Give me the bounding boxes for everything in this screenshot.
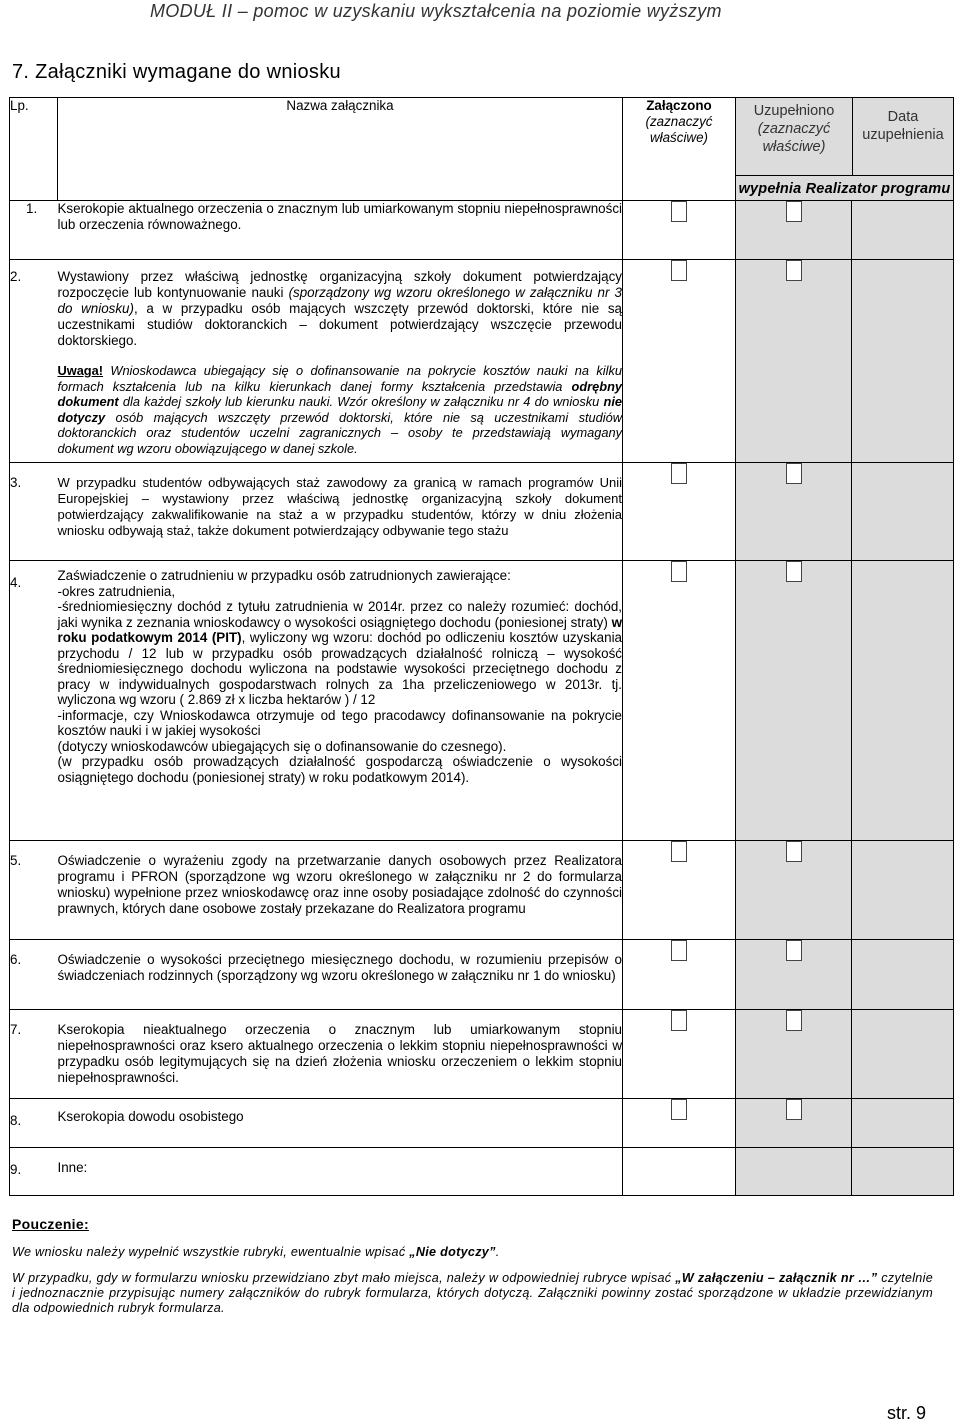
row-4-line-6: (w przypadku osób prowadzących działalność gospodarczą oświadczenie o wysokości osiągniętego dochodu (poniesionej straty) w roku podatkowym 2014). bbox=[57, 754, 622, 785]
row-2-warning-c: dla każdej szkoły lub kierunku nauki. Wzór określony w załączniku nr 4 do wniosku bbox=[118, 394, 604, 409]
attached-cell bbox=[623, 561, 736, 841]
table-header-row bbox=[10, 98, 954, 201]
header-name: Nazwa załącznika bbox=[58, 98, 623, 201]
header-lp: Lp. bbox=[10, 98, 58, 201]
date-cell[interactable] bbox=[852, 201, 954, 260]
completed-cell bbox=[736, 260, 852, 463]
row-2-warning-label: Uwaga! bbox=[57, 363, 104, 378]
date-cell[interactable] bbox=[852, 1099, 954, 1148]
row-2-warning-d: nie dotyczy bbox=[57, 394, 622, 425]
attached-checkbox[interactable] bbox=[671, 1010, 687, 1031]
notice-line-2-b: „W załączeniu – załącznik nr …” bbox=[675, 1271, 878, 1285]
notice-line-2 bbox=[12, 1271, 933, 1316]
completed-checkbox[interactable] bbox=[786, 463, 802, 484]
completed-checkbox[interactable] bbox=[786, 201, 802, 222]
attached-checkbox[interactable] bbox=[671, 841, 687, 862]
completed-checkbox[interactable] bbox=[786, 1099, 802, 1120]
row-4-line-4: -informacje, czy Wnioskodawca otrzymuje od tego pracodawcy dofinansowanie na pokrycie kosztów nauki i w jakiej wysokości bbox=[57, 707, 622, 738]
completed-checkbox[interactable] bbox=[786, 260, 802, 281]
row-2-warning-b: odrębny dokument bbox=[57, 378, 622, 409]
completed-cell bbox=[736, 463, 852, 561]
row-4-line-3-a: -średniomiesięczny dochód z tytułu zatrudnienia w 2014r. przez co należy rozumieć: dochód, jaki wynika z zeznania wnioskodawcy o wysokości osiągniętego dochodu (poniesionej straty) bbox=[57, 599, 622, 630]
attached-checkbox[interactable] bbox=[671, 260, 687, 281]
row-4-line-1: Zaświadczenie o zatrudnieniu w przypadku osób zatrudnionych zawierające: bbox=[57, 568, 511, 583]
attached-checkbox[interactable] bbox=[671, 463, 687, 484]
completed-cell bbox=[736, 201, 852, 260]
row-4-line-3-bold: w roku podatkowym 2014 (PIT) bbox=[57, 614, 622, 645]
header-completed bbox=[736, 98, 853, 175]
filled-by-realizator: wypełnia Realizator programu bbox=[736, 175, 953, 200]
date-cell[interactable] bbox=[852, 1148, 954, 1196]
row-2-paragraph-2 bbox=[58, 363, 623, 456]
attached-checkbox[interactable] bbox=[671, 940, 687, 961]
row-number: 5. bbox=[10, 841, 58, 940]
row-4-line-2: -okres zatrudnienia, bbox=[57, 583, 176, 599]
row-2-warning-a: Wnioskodawca ubiegający się o dofinansowanie na pokrycie kosztów nauki na kilku formach kształcenia lub na kilku kierunkach danej formy kształcenia przedstawia bbox=[57, 363, 622, 394]
attached-checkbox[interactable] bbox=[671, 1099, 687, 1120]
row-text: Oświadczenie o wysokości przeciętnego miesięcznego dochodu, w rozumieniu przepisów o świadczeniach rodzinnych (sporządzony wg wzoru określonego w załączniku nr 1 do wniosku) bbox=[58, 940, 623, 1010]
completed-cell bbox=[736, 940, 852, 1010]
date-cell[interactable] bbox=[852, 940, 954, 1010]
header-completed-hint-1: (zaznaczyć bbox=[757, 121, 831, 137]
notice-line-1-b: „Nie dotyczy” bbox=[409, 1245, 496, 1259]
row-number: 2. bbox=[10, 260, 58, 463]
header-attached bbox=[623, 98, 736, 201]
page-number: str. 9 bbox=[887, 1403, 927, 1423]
row-text: W przypadku studentów odbywających staż zawodowy za granicą w ramach programów Unii Europejskiej – wystawiony przez właściwą jednostkę organizacyjną szkoły dokument potwierdzający zakwalifikowanie na staż a w przypadku studentów, którzy w dniu złożenia wniosku odbywają staż, także dokument potwierdzający odbywanie tego stażu bbox=[58, 463, 623, 561]
row-2-paragraph-1 bbox=[58, 269, 623, 349]
notice-line-1-c: . bbox=[495, 1245, 500, 1259]
header-completed-label: Uzupełniono bbox=[753, 103, 835, 119]
row-number: 3. bbox=[10, 463, 58, 561]
attached-cell bbox=[623, 1099, 736, 1148]
row-number: 7. bbox=[10, 1010, 58, 1099]
date-cell[interactable] bbox=[852, 260, 954, 463]
row-number: 1. bbox=[10, 201, 58, 260]
notice-line-1-a: We wniosku należy wypełnić wszystkie rubryki, ewentualnie wpisać bbox=[12, 1245, 410, 1259]
row-4-line-3-end: , wyliczony wg wzoru: dochód po odliczeniu kosztów uzyskania przychodu / 12 lub w przypadku osób prowadzących działalność rolniczą – wysokość średniomiesięcznego dochodu wyliczona na podstawie wysokości przeciętnego dochodu z pracy w indywidualnych gospodarstwach rolnych za 1ha przeliczeniowego w 2013r. tj. wyliczona wg wzoru ( 2.869 zł x liczba hektarów ) / 12 bbox=[57, 630, 622, 707]
row-text: Oświadczenie o wyrażeniu zgody na przetwarzanie danych osobowych przez Realizatora programu i PFRON (sporządzone wg wzoru określonego w załączniku nr 2 do formularza wniosku) wypełnione przez wnioskodawcę oraz inne osoby posiadające zdolność do czynności prawnych, których dane osobowe zostały przekazane do Realizatora programu bbox=[58, 841, 623, 940]
notice-line-1 bbox=[12, 1245, 933, 1260]
completed-cell bbox=[736, 841, 852, 940]
section-title: 7. Załączniki wymagane do wniosku bbox=[12, 61, 341, 83]
row-text: Kserokopia nieaktualnego orzeczenia o znacznym lub umiarkowanym stopniu niepełnosprawności oraz ksero aktualnego orzeczenia o lekkim stopniu niepełnosprawności w przypadku osób legitymujących się na dzień złożenia wniosku orzeczeniem o lekkim stopniu niepełnosprawności. bbox=[58, 1010, 623, 1099]
row-text bbox=[58, 561, 623, 841]
completed-cell bbox=[736, 1010, 852, 1099]
attached-cell bbox=[623, 1010, 736, 1099]
date-cell[interactable] bbox=[852, 1010, 954, 1099]
row-2-text-c: , a w przypadku osób mających wszczęty przewód doktorski, które nie są uczestnikami studiów doktoranckich – dokument potwierdzający wszczęcie przewodu doktorskiego. bbox=[57, 301, 623, 348]
attached-cell bbox=[623, 940, 736, 1010]
completed-checkbox[interactable] bbox=[786, 1010, 802, 1031]
page-header: MODUŁ II – pomoc w uzyskaniu wykształcenia na poziomie wyższym bbox=[150, 1, 722, 21]
row-text bbox=[58, 260, 623, 463]
notice-title: Pouczenie: bbox=[12, 1216, 89, 1232]
row-number: 8. bbox=[10, 1099, 58, 1148]
row-number: 9. bbox=[10, 1148, 58, 1196]
attachments-table bbox=[9, 97, 954, 1196]
completed-cell bbox=[736, 1099, 852, 1148]
table-row bbox=[10, 561, 954, 841]
header-attached-hint-1: (zaznaczyć bbox=[645, 114, 713, 129]
table-row bbox=[10, 463, 954, 561]
header-completed-hint-2: właściwe) bbox=[762, 139, 826, 155]
attached-checkbox[interactable] bbox=[671, 561, 687, 582]
header-date-label-1: Data bbox=[887, 109, 919, 125]
row-2-text-b: (sporządzony wg wzoru określonego w załączniku nr 3 do wniosku) bbox=[57, 285, 622, 316]
date-cell[interactable] bbox=[852, 561, 954, 841]
date-cell[interactable] bbox=[852, 841, 954, 940]
notice-line-2-a: W przypadku, gdy w formularzu wniosku przewidziano zbyt mało miejsca, należy w odpowiedniej rubryce wpisać bbox=[12, 1271, 676, 1285]
row-text: Kserokopie aktualnego orzeczenia o znacznym lub umiarkowanym stopniu niepełnosprawności lub orzeczenia równoważnego. bbox=[58, 201, 623, 260]
row-number: 4. bbox=[10, 561, 58, 841]
attached-cell bbox=[623, 841, 736, 940]
completed-cell bbox=[736, 1148, 852, 1196]
completed-checkbox[interactable] bbox=[786, 841, 802, 862]
header-date bbox=[853, 98, 953, 175]
attached-cell bbox=[623, 1148, 736, 1196]
table-row bbox=[10, 1010, 954, 1099]
table-row bbox=[10, 201, 954, 260]
table-row bbox=[10, 1099, 954, 1148]
row-2-text-a: Wystawiony przez właściwą jednostkę organizacyjną szkoły dokument potwierdzający rozpoczęcie lub kontynuowanie nauki bbox=[57, 269, 622, 300]
attached-cell bbox=[623, 201, 736, 260]
table-row bbox=[10, 260, 954, 463]
table-row bbox=[10, 1148, 954, 1196]
row-text: Inne: bbox=[58, 1148, 623, 1196]
notice-line-2-c: czytelnie i jednoznacznie przypisując numery załączników do rubryk formularza, których dotyczą. Załączniki powinny zostać sporządzone w układzie przewidzianym dla odpowiednich rubryk formularza. bbox=[12, 1271, 933, 1315]
attached-cell bbox=[623, 260, 736, 463]
table-row bbox=[10, 940, 954, 1010]
row-2-warning-e: osób mających wszczęty przewód doktorski, które nie są uczestnikami studiów doktoranckich oraz studentów uczelni zagranicznych – osoby te przedstawiają wymagany dokument wg wzoru obowiązującego w danej szkole. bbox=[57, 409, 622, 456]
table-row bbox=[10, 841, 954, 940]
realizator-header bbox=[736, 98, 954, 201]
date-cell[interactable] bbox=[852, 463, 954, 561]
row-4-line-5: (dotyczy wnioskodawców ubiegających się o dofinansowanie do czesnego). bbox=[57, 738, 507, 754]
row-text: Kserokopia dowodu osobistego bbox=[58, 1099, 623, 1148]
header-attached-label: Załączono bbox=[646, 98, 712, 113]
row-number: 6. bbox=[10, 940, 58, 1010]
header-attached-hint-2: właściwe) bbox=[649, 130, 709, 145]
attached-checkbox[interactable] bbox=[671, 201, 687, 222]
header-date-label-2: uzupełnienia bbox=[862, 127, 944, 143]
attached-cell bbox=[623, 463, 736, 561]
completed-checkbox[interactable] bbox=[786, 940, 802, 961]
row-4-line-3 bbox=[58, 599, 623, 708]
completed-cell bbox=[736, 561, 852, 841]
completed-checkbox[interactable] bbox=[786, 561, 802, 582]
